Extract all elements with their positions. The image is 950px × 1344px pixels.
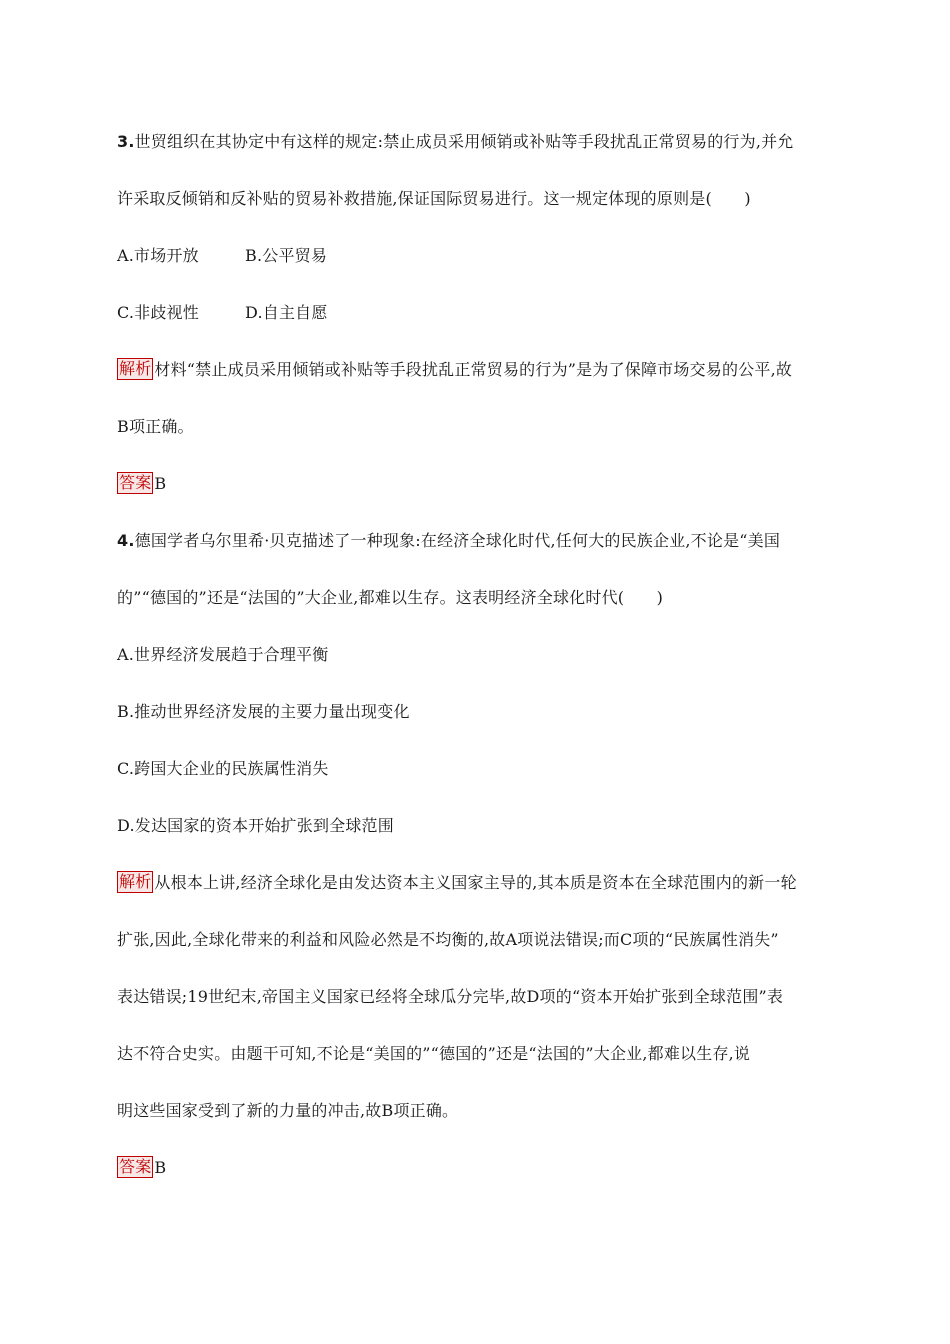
q4-analysis-tag: 解析 xyxy=(119,872,152,891)
q3-number: 3. xyxy=(117,132,135,151)
q4-stem-text-1: 德国学者乌尔里希·贝克描述了一种现象:在经济全球化时代,任何大的民族企业,不论是“美国 xyxy=(134,531,781,550)
q3-stem-line-2: 许采取反倾销和反补贴的贸易补救措施,保证国际贸易进行。这一规定体现的原则是( ) xyxy=(117,189,751,208)
q4-option-a: A.世界经济发展趋于合理平衡 xyxy=(117,645,329,664)
q4-analysis-line-3: 表达错误;19世纪末,帝国主义国家已经将全球瓜分完毕,故D项的“资本开始扩张到全球范围”表 xyxy=(117,987,784,1006)
q4-option-c: C.跨国大企业的民族属性消失 xyxy=(117,759,329,778)
q3-answer-value: B xyxy=(154,474,167,493)
q3-option-a: A.市场开放 xyxy=(117,246,199,265)
q3-stem-text-1: 世贸组织在其协定中有这样的规定:禁止成员采用倾销或补贴等手段扰乱正常贸易的行为,并允 xyxy=(134,132,794,151)
q4-analysis-line-4: 达不符合史实。由题干可知,不论是“美国的”“德国的”还是“法国的”大企业,都难以生存,说 xyxy=(117,1044,751,1063)
q4-option-d: D.发达国家的资本开始扩张到全球范围 xyxy=(117,816,394,835)
q4-stem-line-1 xyxy=(117,523,833,559)
q4-number: 4. xyxy=(117,531,135,550)
q3-options-row-1 xyxy=(117,238,833,274)
q3-answer-line xyxy=(117,466,833,502)
q3-analysis-text-1: 材料“禁止成员采用倾销或补贴等手段扰乱正常贸易的行为”是为了保障市场交易的公平,故 xyxy=(154,360,793,379)
q3-analysis-tag: 解析 xyxy=(119,359,152,378)
q3-options-row-2 xyxy=(117,295,833,331)
q4-stem-line-2: 的”“德国的”还是“法国的”大企业,都难以生存。这表明经济全球化时代( ) xyxy=(117,588,664,607)
q3-option-d: D.自主自愿 xyxy=(245,303,328,322)
q3-stem-line-1 xyxy=(117,124,833,160)
q3-analysis-line-1 xyxy=(117,352,833,388)
q3-answer-tag: 答案 xyxy=(119,473,152,492)
q4-analysis-line-2: 扩张,因此,全球化带来的利益和风险必然是不均衡的,故A项说法错误;而C项的“民族属性消失” xyxy=(117,930,779,949)
q4-answer-value: B xyxy=(154,1158,167,1177)
document-page xyxy=(117,124,833,1186)
q4-answer-tag: 答案 xyxy=(119,1157,152,1176)
q3-analysis-line-2: B项正确。 xyxy=(117,417,194,436)
q4-analysis-line-1 xyxy=(117,865,833,901)
q3-option-c: C.非歧视性 xyxy=(117,303,199,322)
q4-analysis-text-1: 从根本上讲,经济全球化是由发达资本主义国家主导的,其本质是资本在全球范围内的新一轮 xyxy=(154,873,797,892)
q3-option-b: B.公平贸易 xyxy=(245,246,328,265)
q4-answer-line xyxy=(117,1150,833,1186)
q4-analysis-line-5: 明这些国家受到了新的力量的冲击,故B项正确。 xyxy=(117,1101,459,1120)
q4-option-b: B.推动世界经济发展的主要力量出现变化 xyxy=(117,702,410,721)
